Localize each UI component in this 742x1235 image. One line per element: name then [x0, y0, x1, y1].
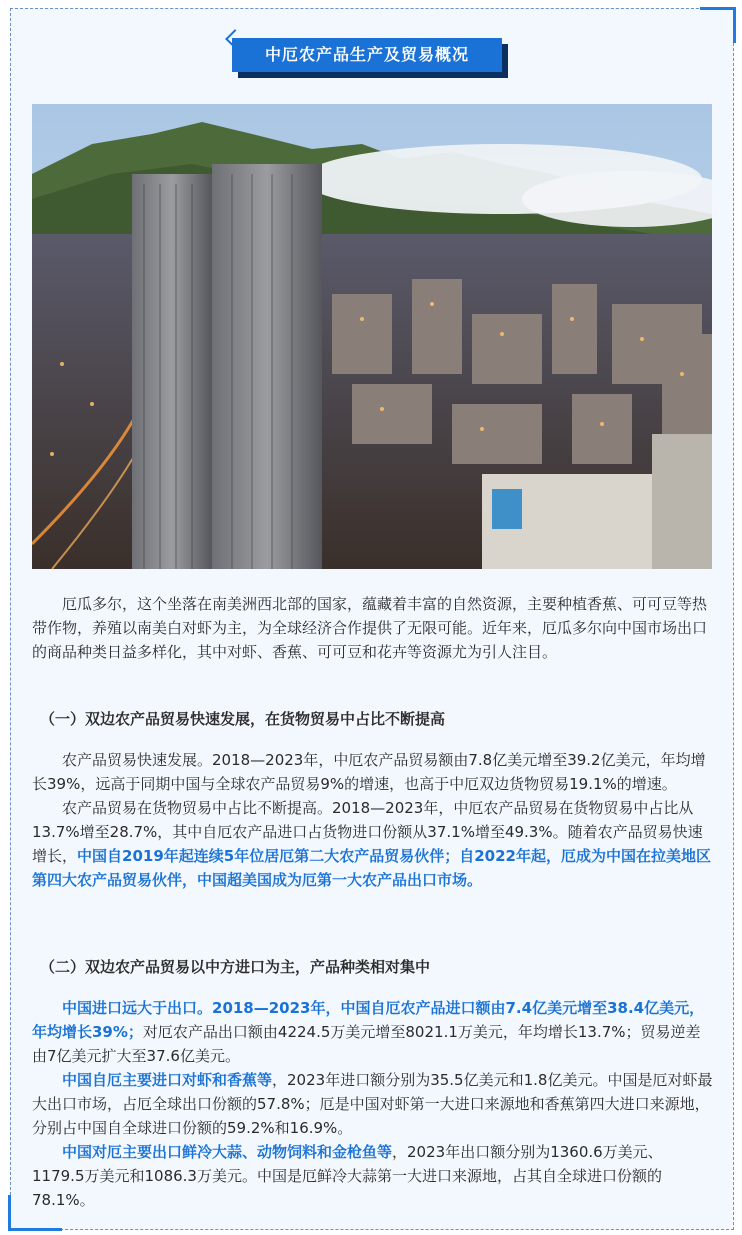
- title-banner: [232, 38, 510, 80]
- corner-accent-bottom-left: [8, 1228, 62, 1231]
- section-1: [32, 707, 714, 731]
- section-2-paragraph-3-text: ，2023年出口额分别为1360.6万美元、1179.5万美元和1086.3万美元。中国是厄鲜冷大蒜第一大进口来源地，占其自全球进口份额的78.1%。: [32, 1143, 663, 1209]
- section-2-heading: （二）双边农产品贸易以中方进口为主，产品种类相对集中: [40, 958, 431, 976]
- corner-accent-bottom-left-vertical: [8, 1195, 11, 1231]
- city-photo: [32, 104, 712, 569]
- section-2-paragraph-2-text: ，2023年进口额分别为35.5亿美元和1.8亿美元。中国是厄对虾最大出口市场，占厄全球出口份额的57.8%；厄是中国对虾第一大进口来源地和香蕉第四大进口来源地，分别占中国自全球进口份额的59.2%和16.9%。: [32, 1071, 713, 1137]
- section-1-paragraph-1: 农产品贸易快速发展。2018—2023年，中厄农产品贸易额由7.8亿美元增至39.2亿美元，年均增长39%，远高于同期中国与全球农产品贸易9%的增速，也高于中厄双边货物贸易19.1%的增速。: [32, 751, 706, 793]
- section-2-paragraph-2: [32, 1068, 714, 1140]
- section-1-paragraph-2-text: 农产品贸易在货物贸易中占比不断提高。2018—2023年，中厄农产品贸易在货物贸易中占比从13.7%增至28.7%，其中自厄农产品进口占货物进口份额从37.1%增至49.3%。随着农产品贸易快速增长，: [32, 799, 703, 865]
- intro-section: [32, 592, 714, 664]
- section-1-paragraph-2-highlight: 中国自2019年起连续5年位居厄第二大农产品贸易伙伴；自2022年起，厄成为中国在拉美地区第四大农产品贸易伙伴，中国超美国成为厄第一大农产品出口市场。: [32, 847, 711, 889]
- page-title: 中厄农产品生产及贸易概况: [232, 38, 502, 72]
- section-2-paragraph-1-highlight: 中国进口远大于出口。2018—2023年，中国自厄农产品进口额由7.4亿美元增至38.4亿美元，年均增长39%；: [32, 999, 705, 1041]
- section-1-paragraph-2: [32, 796, 714, 892]
- corner-accent-top-right-vertical: [733, 7, 736, 43]
- section-1-body: [32, 748, 714, 892]
- section-2-paragraph-1-text: 对厄农产品出口额由4224.5万美元增至8021.1万美元，年均增长13.7%；贸易逆差由7亿美元扩大至37.6亿美元。: [32, 1023, 701, 1065]
- section-2: [32, 955, 714, 979]
- corner-accent-top-right: [700, 7, 736, 10]
- intro-paragraph: 厄瓜多尔，这个坐落在南美洲西北部的国家，蕴藏着丰富的自然资源，主要种植香蕉、可可豆等热带作物，养殖以南美白对虾为主，为全球经济合作提供了无限可能。近年来，厄瓜多尔向中国市场出口的商品种类日益多样化，其中对虾、香蕉、可可豆和花卉等资源尤为引人注目。: [32, 595, 708, 661]
- section-2-paragraph-2-highlight: 中国自厄主要进口对虾和香蕉等: [62, 1071, 273, 1089]
- section-2-paragraph-1: [32, 996, 714, 1068]
- section-2-paragraph-3-highlight: 中国对厄主要出口鲜冷大蒜、动物饲料和金枪鱼等: [62, 1143, 393, 1161]
- section-2-body: [32, 996, 714, 1212]
- section-1-heading: （一）双边农产品贸易快速发展，在货物贸易中占比不断提高: [40, 710, 446, 728]
- section-2-paragraph-3: [32, 1140, 714, 1212]
